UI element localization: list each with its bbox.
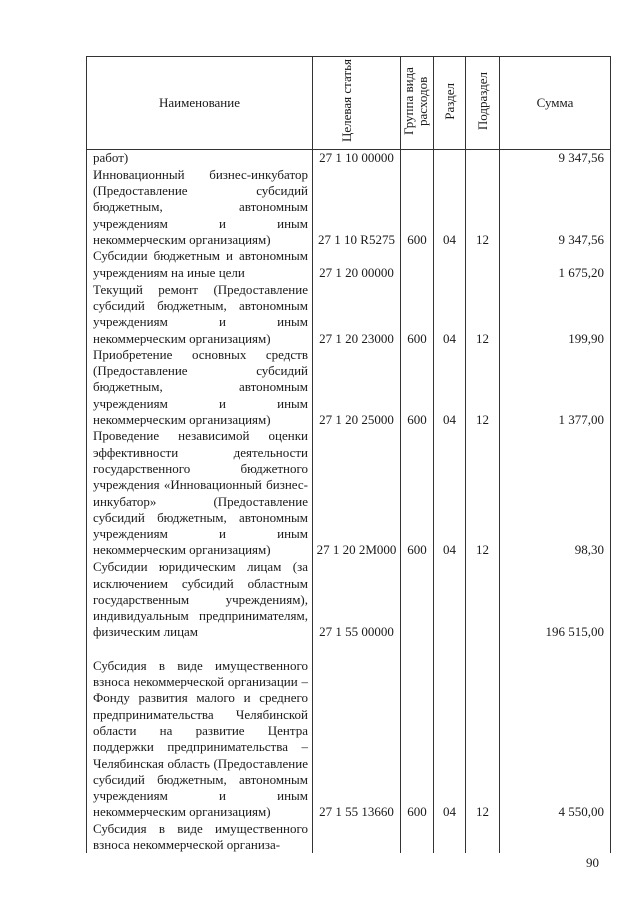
row-name-cell: работ) xyxy=(87,150,313,167)
row-expense-group-cell xyxy=(401,248,434,281)
table-row xyxy=(87,559,611,641)
row-sum-cell xyxy=(500,821,611,854)
row-section-cell xyxy=(434,821,466,854)
row-name-cell: Приобретение основных средств (Предоставление субсидий бюджетным, автономным учреждениям и иным некоммерческим организациям) xyxy=(87,347,313,428)
row-code-cell: 27 1 20 25000 xyxy=(313,347,401,428)
row-sum-cell: 1 377,00 xyxy=(500,347,611,428)
row-name-cell: Инновационный бизнес-инкубатор (Предоставление субсидий бюджетным, автономным учреждениям и иным некоммерческим организациям) xyxy=(87,166,313,248)
header-target-article: Целевая статья xyxy=(313,57,401,150)
row-code-cell: 27 1 20 00000 xyxy=(313,248,401,281)
row-expense-group-cell: 600 xyxy=(401,428,434,558)
row-section-cell xyxy=(434,559,466,641)
row-section-cell xyxy=(434,150,466,167)
row-sum-cell: 199,90 xyxy=(500,281,611,347)
table-row xyxy=(87,166,611,248)
table-header-row xyxy=(87,57,611,150)
table-row xyxy=(87,641,611,821)
row-expense-group-cell: 600 xyxy=(401,281,434,347)
row-subsection-cell: 12 xyxy=(466,166,500,248)
row-name-cell: Проведение независимой оценки эффективности деятельности государственного бюджетного учреждения «Инновационный бизнес-инкубатор» (Предоставление субсидий бюджетным, автономным учреждениям и иным некоммерческим организациям) xyxy=(87,428,313,558)
row-sum-cell: 4 550,00 xyxy=(500,641,611,821)
row-name-cell: Субсидия в виде имущественного взноса некоммерческой организации – Фонду развития малого и среднего предпринимательства Челябинской области на развитие Центра поддержки предпринимательства – Челябинская область (Предоставление субсидий бюджетным, автономным учреждениям и иным некоммерческим организациям) xyxy=(87,641,313,821)
row-section-cell xyxy=(434,248,466,281)
row-subsection-cell xyxy=(466,248,500,281)
header-section: Раздел xyxy=(434,57,466,150)
row-name-cell: Субсидия в виде имущественного взноса некоммерческой организа- xyxy=(87,821,313,854)
row-section-cell: 04 xyxy=(434,428,466,558)
row-section-cell: 04 xyxy=(434,347,466,428)
row-code-cell: 27 1 20 23000 xyxy=(313,281,401,347)
row-code-cell: 27 1 10 R5275 xyxy=(313,166,401,248)
row-code-cell xyxy=(313,821,401,854)
row-subsection-cell: 12 xyxy=(466,641,500,821)
budget-table xyxy=(86,56,611,853)
row-section-cell: 04 xyxy=(434,166,466,248)
header-sum: Сумма xyxy=(500,57,611,150)
row-name-cell: Субсидии юридическим лицам (за исключением субсидий областным государственным учреждениям), индивидуальным предпринимателям, физическим лицам xyxy=(87,559,313,641)
header-name: Наименование xyxy=(87,57,313,150)
table-row xyxy=(87,347,611,428)
row-expense-group-cell: 600 xyxy=(401,166,434,248)
row-code-cell: 27 1 20 2М000 xyxy=(313,428,401,558)
row-sum-cell: 9 347,56 xyxy=(500,166,611,248)
row-expense-group-cell: 600 xyxy=(401,641,434,821)
row-subsection-cell xyxy=(466,821,500,854)
row-sum-cell: 1 675,20 xyxy=(500,248,611,281)
header-expense-group: Группа вида расходов xyxy=(401,57,434,150)
row-subsection-cell: 12 xyxy=(466,428,500,558)
row-expense-group-cell xyxy=(401,821,434,854)
row-section-cell: 04 xyxy=(434,281,466,347)
table-row xyxy=(87,248,611,281)
row-sum-cell: 9 347,56 xyxy=(500,150,611,167)
row-subsection-cell: 12 xyxy=(466,281,500,347)
row-sum-cell: 196 515,00 xyxy=(500,559,611,641)
row-subsection-cell xyxy=(466,559,500,641)
row-name-cell: Текущий ремонт (Предоставление субсидий бюджетным, автономным учреждениям и иным некоммерческим организациям) xyxy=(87,281,313,347)
table-row xyxy=(87,821,611,854)
table-row xyxy=(87,150,611,167)
row-expense-group-cell: 600 xyxy=(401,347,434,428)
row-expense-group-cell xyxy=(401,150,434,167)
row-expense-group-cell xyxy=(401,559,434,641)
page-number: 90 xyxy=(586,855,599,870)
header-subsection: Подраздел xyxy=(466,57,500,150)
row-code-cell: 27 1 55 00000 xyxy=(313,559,401,641)
row-sum-cell: 98,30 xyxy=(500,428,611,558)
row-section-cell: 04 xyxy=(434,641,466,821)
row-subsection-cell: 12 xyxy=(466,347,500,428)
row-subsection-cell xyxy=(466,150,500,167)
row-name-cell: Субсидии бюджетным и автономным учреждениям на иные цели xyxy=(87,248,313,281)
table-row xyxy=(87,281,611,347)
row-code-cell: 27 1 55 13660 xyxy=(313,641,401,821)
row-code-cell: 27 1 10 00000 xyxy=(313,150,401,167)
table-row xyxy=(87,428,611,558)
